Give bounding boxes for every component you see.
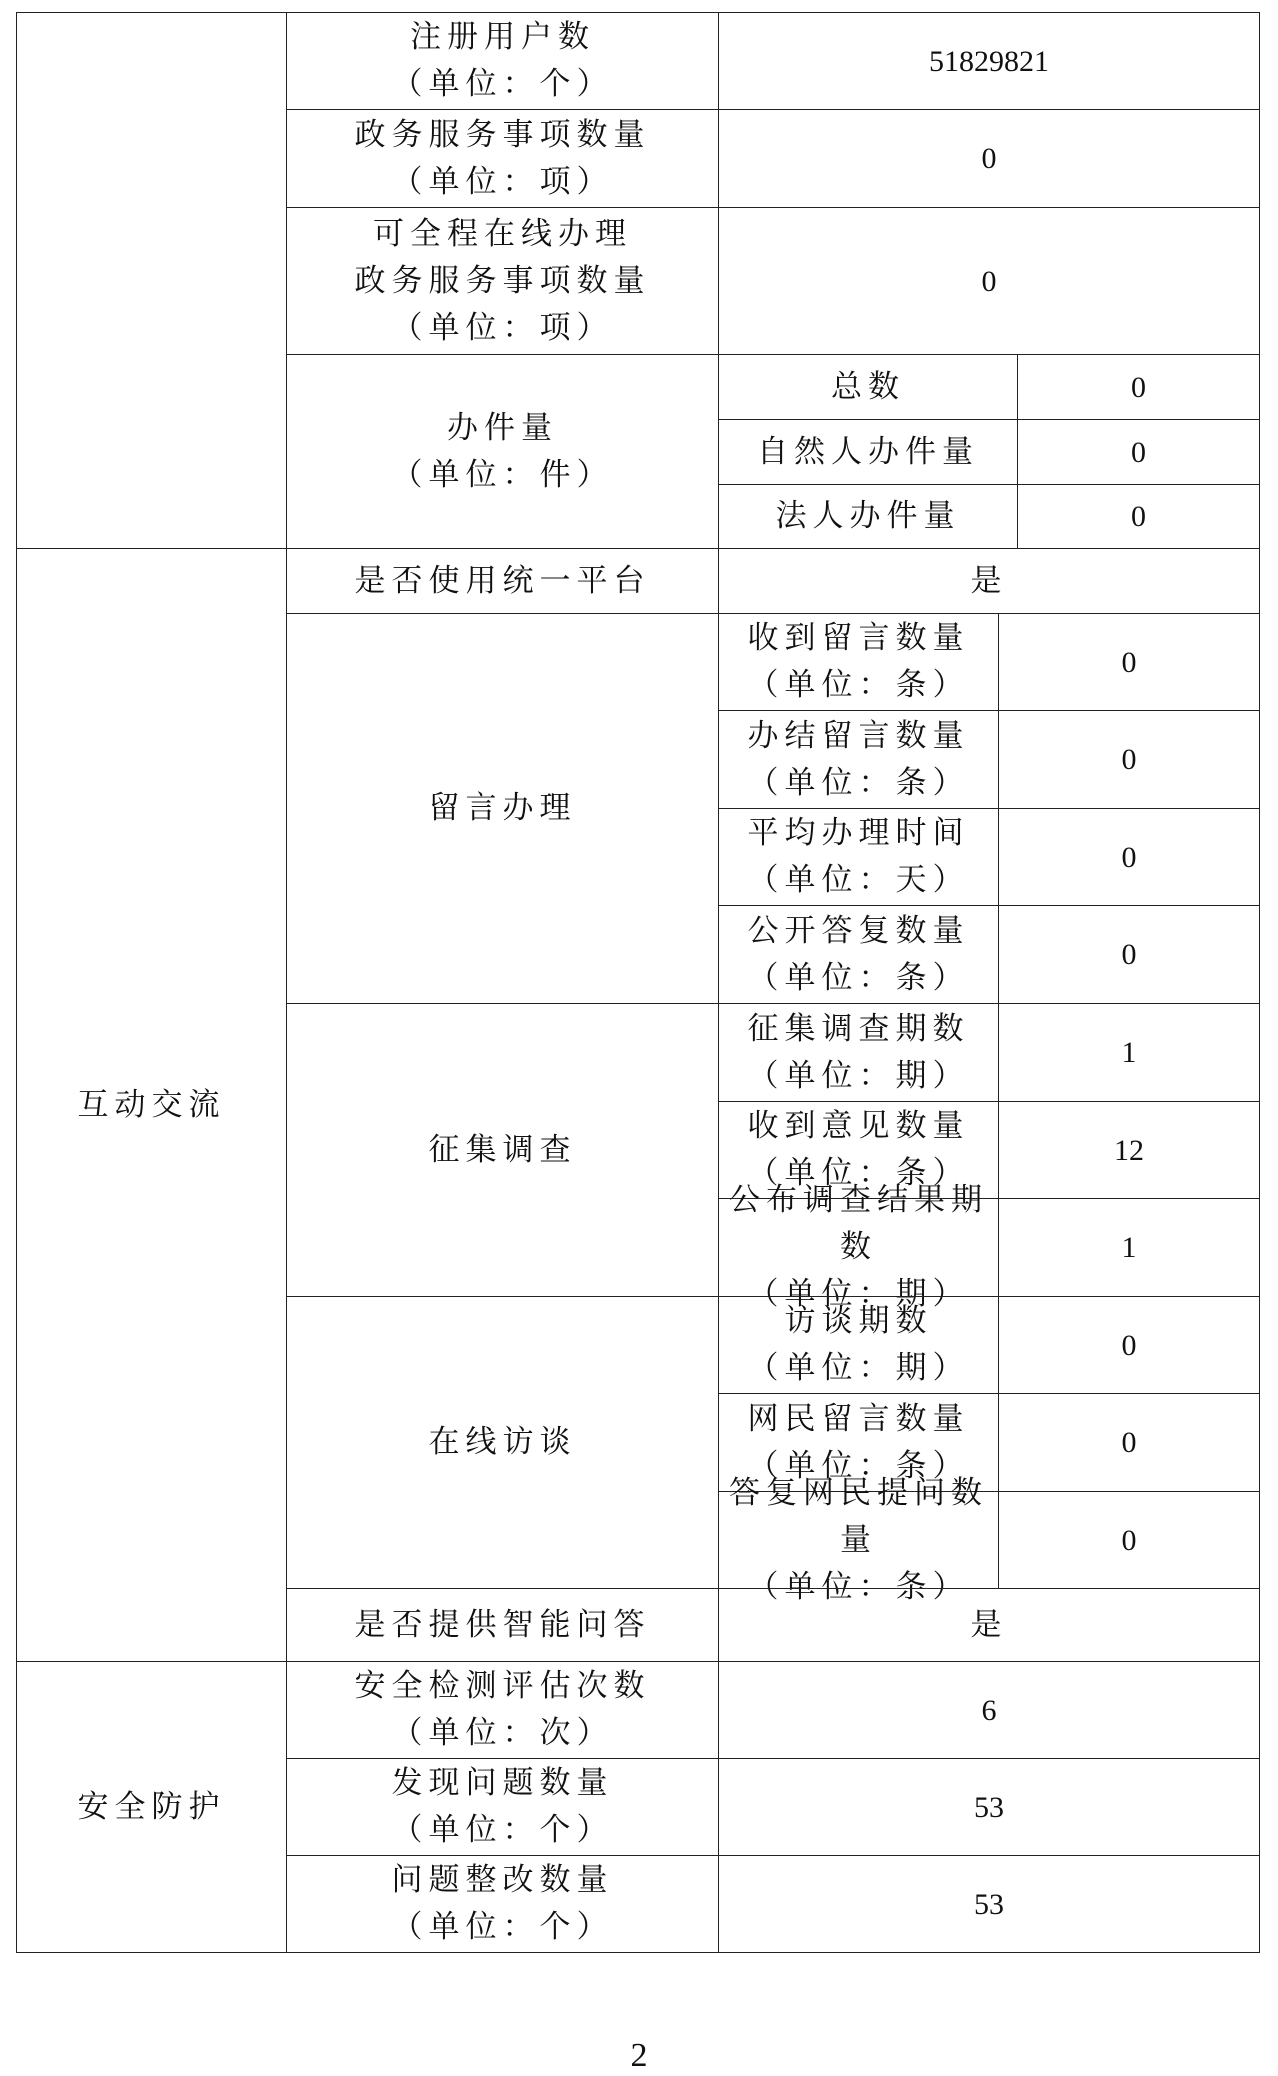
item-label-text: 答复网民提问数量 [729, 1474, 988, 1558]
item-value [998, 710, 1260, 809]
item-label [718, 710, 999, 809]
row-value [718, 12, 1260, 110]
sub-value [1017, 419, 1260, 485]
item-value-text: 0 [1121, 645, 1137, 679]
sub-value-text: 0 [1131, 435, 1146, 469]
item-label-text: （单位：条） [747, 1568, 970, 1605]
row-label-text: 是否使用统一平台 [354, 562, 651, 599]
item-value-text: 0 [1121, 938, 1137, 971]
row-label [286, 12, 719, 110]
row-value-text: 53 [974, 1887, 1004, 1921]
row-label-text: （单位：个） [391, 1812, 614, 1848]
statistics-table [17, 13, 1260, 1962]
sub-value [1017, 354, 1260, 420]
item-value-text: 0 [1121, 1523, 1137, 1557]
item-label [718, 905, 999, 1004]
item-label-text: （单位：条） [747, 764, 970, 801]
item-value-text: 1 [1121, 1036, 1137, 1069]
item-value [998, 1491, 1260, 1589]
row-label [286, 1661, 719, 1759]
item-value-text: 0 [1121, 840, 1137, 874]
sub-label-text: 总数 [831, 368, 905, 405]
group-label [286, 613, 719, 1004]
row-label [286, 1588, 719, 1662]
item-label-text: 办结留言数量 [747, 717, 970, 754]
item-label-text: 平均办理时间 [747, 815, 970, 851]
item-value [998, 1296, 1260, 1394]
item-value [998, 1393, 1260, 1492]
item-label-text: （单位：期） [747, 1057, 970, 1094]
row-label-text: 问题整改数量 [391, 1862, 614, 1898]
row-label-text: 办件量 [447, 409, 558, 446]
item-label [718, 1296, 999, 1394]
row-label-text: （单位：件） [391, 456, 614, 493]
row-label-text: 政务服务事项数量 [354, 116, 651, 153]
page-number: 2 [630, 2037, 648, 2074]
item-label-text: （单位：条） [747, 1447, 970, 1484]
item-value-text: 0 [1121, 1426, 1137, 1459]
row-value [718, 1661, 1260, 1759]
item-label [718, 1474, 999, 1605]
item-label-text: 公布调查结果期数 [729, 1182, 988, 1265]
item-value-text: 0 [1121, 1328, 1137, 1362]
sub-label [718, 354, 1018, 420]
row-value-text: 51829821 [929, 44, 1049, 78]
row-value-text: 0 [981, 264, 997, 298]
item-label-text: （单位：期） [747, 1276, 970, 1312]
row-label [286, 109, 719, 208]
item-label-text: 征集调查期数 [747, 1010, 970, 1047]
item-value [998, 1003, 1260, 1102]
category-interaction-text: 互动交流 [77, 1086, 226, 1123]
item-value [998, 613, 1260, 711]
group-label [286, 1296, 719, 1589]
row-label [286, 1855, 719, 1953]
item-label-text: 访谈期数 [784, 1303, 933, 1339]
sub-label [718, 419, 1018, 485]
row-label-text: （单位：个） [391, 1909, 614, 1945]
row-value [718, 548, 1260, 614]
item-label-text: （单位：条） [747, 1155, 970, 1191]
group-label [286, 1003, 719, 1297]
sub-value-text: 0 [1131, 370, 1146, 404]
row-label [286, 548, 719, 614]
item-value [998, 808, 1260, 906]
item-label-text: 公开答复数量 [747, 912, 970, 949]
item-label-text: （单位：期） [747, 1350, 970, 1386]
item-label [718, 613, 999, 711]
group-label-text: 征集调查 [428, 1131, 577, 1168]
row-label [286, 354, 719, 549]
row-value [718, 207, 1260, 355]
row-label-text: 政务服务事项数量 [354, 262, 651, 299]
row-label-text: （单位：个） [391, 66, 614, 102]
item-label-text: 收到意见数量 [747, 1108, 970, 1144]
row-label-text: 注册用户数 [410, 19, 595, 55]
row-label [286, 1758, 719, 1856]
item-value [998, 1198, 1260, 1297]
row-value [718, 1758, 1260, 1856]
row-label-text: （单位：项） [391, 163, 614, 200]
row-label-text: 是否提供智能问答 [354, 1606, 651, 1643]
row-value [718, 1588, 1260, 1662]
item-label [718, 1182, 999, 1312]
row-value-text: 是 [970, 1606, 1008, 1643]
sub-label-text: 自然人办件量 [757, 433, 979, 470]
row-label-text: 可全程在线办理 [373, 215, 632, 252]
item-label-text: （单位：条） [747, 959, 970, 996]
category-security-text: 安全防护 [77, 1788, 226, 1825]
item-value-text: 1 [1121, 1231, 1137, 1264]
category-security [16, 1661, 287, 1953]
item-label [718, 808, 999, 906]
item-label [718, 1003, 999, 1102]
row-label-text: （单位：项） [391, 309, 614, 346]
item-value [998, 905, 1260, 1004]
row-value-text: 6 [981, 1693, 997, 1727]
row-value [718, 1855, 1260, 1953]
sub-label [718, 484, 1018, 549]
item-label-text: 收到留言数量 [747, 620, 970, 656]
item-label-text: 网民留言数量 [747, 1400, 970, 1437]
item-label-text: （单位：条） [747, 667, 970, 703]
row-value-text: 0 [981, 142, 997, 175]
row-value [718, 109, 1260, 208]
row-value-text: 是 [970, 562, 1008, 599]
group-label-text: 在线访谈 [428, 1424, 577, 1460]
item-label-text: （单位：天） [747, 862, 970, 898]
row-label-text: 安全检测评估次数 [354, 1668, 651, 1704]
row-label-text: （单位：次） [391, 1715, 614, 1751]
category-cell-blank [16, 12, 287, 549]
item-value [998, 1101, 1260, 1199]
category-interaction [16, 548, 287, 1662]
row-label [286, 207, 719, 355]
group-label-text: 留言办理 [428, 790, 577, 826]
item-value-text: 0 [1121, 743, 1137, 776]
row-label-text: 发现问题数量 [391, 1765, 614, 1801]
sub-value-text: 0 [1131, 500, 1146, 533]
row-value-text: 53 [974, 1790, 1004, 1824]
item-value-text: 12 [1114, 1133, 1144, 1167]
sub-value [1017, 484, 1260, 549]
sub-label-text: 法人办件量 [775, 498, 961, 534]
